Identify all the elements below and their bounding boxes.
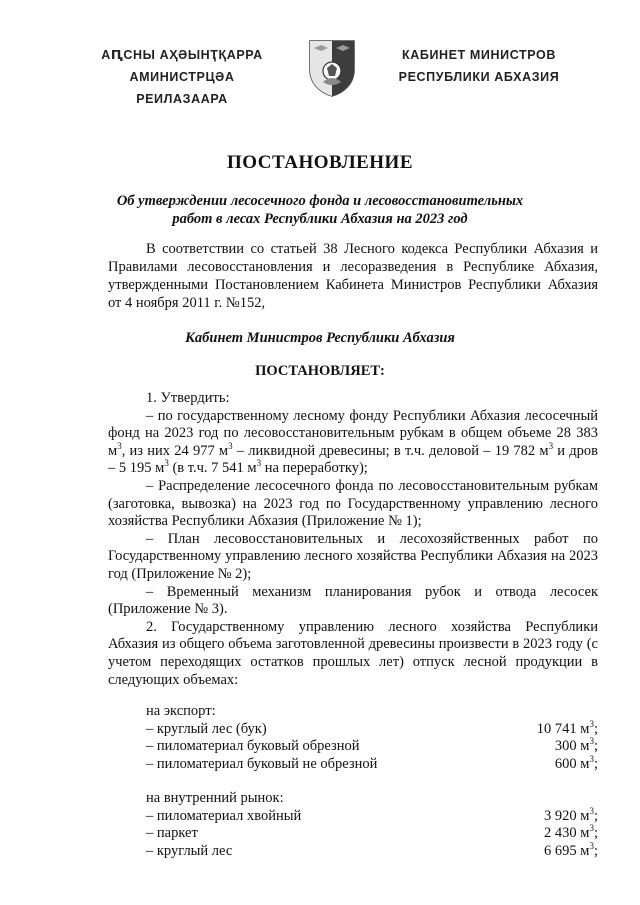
header-left-line1: АԤСНЫ АҲӘЫНҬҚАРРА	[101, 48, 263, 62]
list-item: – круглый лес (бук) 10 741 $м^3$;	[146, 718, 598, 737]
list-item: – пиломатериал буковый обрезной 300 $м^3$;	[146, 736, 598, 755]
subtitle-line2: работ в лесах Республики Абхазия на 2023 год	[172, 211, 468, 227]
list-item: – пиломатериал хвойный 3 920 $м^3$;	[146, 805, 598, 824]
export-volumes-list	[146, 703, 598, 773]
list-item: – круглый лес 6 695 $м^3$;	[146, 840, 598, 859]
document-title: ПОСТАНОВЛЕНИЕ	[226, 152, 414, 173]
item-2: 2. Государственному управлению лесного хозяйства Республики Абхазия из общего объема заготовленной древесины произвести в 2023 году (с учетом переходящих остатков прошлых лет) отпуск лесной продукции в следующих объемах:	[108, 618, 598, 688]
header-right-line2: РЕСПУБЛИКИ АБХАЗИЯ	[398, 70, 560, 84]
coat-of-arms-emblem	[307, 38, 357, 98]
item-1a: – по государственному лесному фонду Республики Абхазия лесосечный фонд на 2023 год по лесовосстановительным рубкам в общем объеме 28 383 $м^3$, из них 24 977 $м^3$ – ликвидной древесины; в т.ч. деловой – 19 782 $м^3$ и дров – 5 195 $м^3$ (в т.ч. 7 541 $м^3$ на переработку);	[108, 407, 599, 477]
preamble-paragraph: В соответствии со статьей 38 Лесного кодекса Республики Абхазия и Правилами лесовосстановления и лесоразведения в Республике Абхазия, утвержденными Постановлением Кабинета Министров Республики Абхазия от 4 ноября 2011 г. №152,	[108, 241, 598, 311]
resolves-heading: ПОСТАНОВЛЯЕТ:	[255, 363, 385, 379]
domestic-heading: на внутренний рынок:	[146, 790, 284, 806]
export-heading: на экспорт:	[146, 703, 216, 719]
item-1b: – Распределение лесосечного фонда по лесовосстановительным рубкам (заготовка, вывозка) на 2023 год по Государственному управлению лесного хозяйства Республики Абхазия (Приложение № 1);	[108, 477, 598, 530]
document-body	[108, 390, 598, 689]
header-left-line2: АМИНИСТРЦӘА РЕИЛАЗААРА	[129, 70, 235, 106]
list-item: – пиломатериал буковый не обрезной 600 $м^3$;	[146, 753, 598, 772]
issuing-body: Кабинет Министров Республики Абхазия	[185, 330, 455, 346]
header-right-line1: КАБИНЕТ МИНИСТРОВ	[402, 48, 556, 62]
document-subtitle	[0, 192, 640, 228]
header-abkhaz-name	[82, 44, 282, 110]
header-russian-name	[384, 44, 574, 88]
domestic-volumes-list	[146, 790, 598, 860]
item-1c: – План лесовосстановительных и лесохозяйственных работ по Государственному управлению лесного хозяйства Республики Абхазия на 2023 год (Приложение № 2);	[108, 530, 598, 582]
list-item: – паркет 2 430 $м^3$;	[146, 823, 598, 842]
subtitle-line1: Об утверждении лесосечного фонда и лесовосстановительных	[116, 193, 524, 209]
item-1d: – Временный механизм планирования рубок и отвода лесосек (Приложение № 3).	[108, 583, 598, 618]
item-1: 1. Утвердить:	[146, 390, 230, 406]
